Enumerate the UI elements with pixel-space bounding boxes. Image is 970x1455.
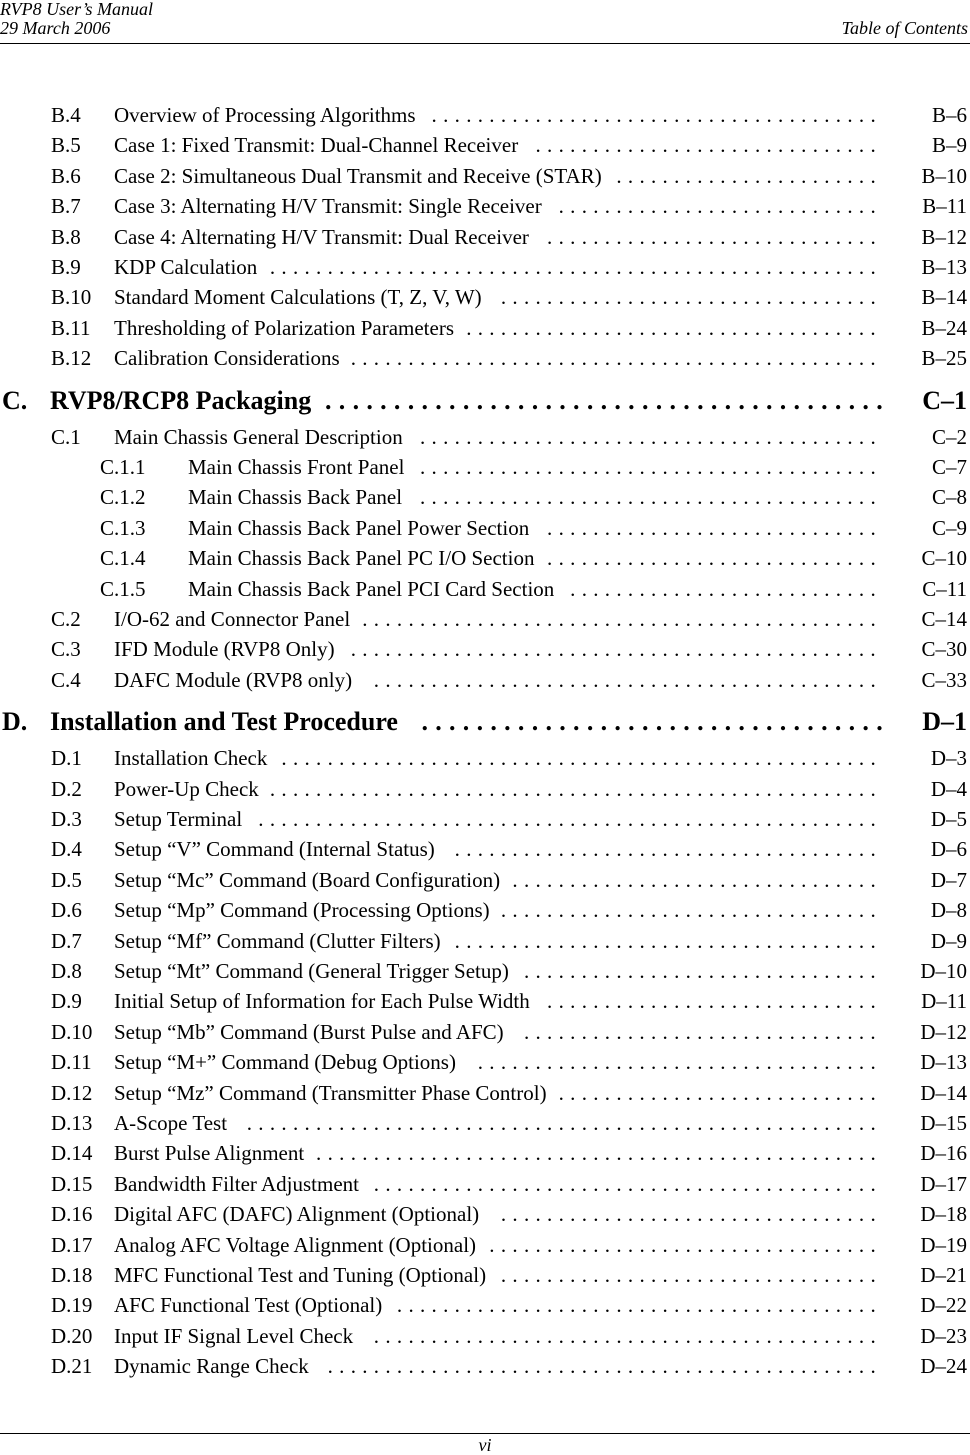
- toc-subsection-entry[interactable]: [0, 513, 970, 543]
- toc-leader-dots: .................................: [500, 898, 882, 923]
- toc-section-entry[interactable]: [0, 665, 970, 695]
- toc-section-entry[interactable]: [0, 926, 970, 956]
- toc-number: C.3: [51, 637, 81, 662]
- toc-leader-dots: ........................................: [420, 485, 882, 510]
- toc-leader-dots: ................................................: [327, 1354, 882, 1379]
- toc-page-number: D–7: [930, 867, 967, 892]
- toc-title: Standard Moment Calculations (T, Z, V, W): [114, 285, 482, 310]
- toc-number: D.12: [51, 1080, 93, 1105]
- toc-page-number: B–25: [921, 346, 967, 371]
- toc-number: D.13: [51, 1111, 93, 1135]
- toc-section-entry[interactable]: [0, 895, 970, 925]
- toc-title: DAFC Module (RVP8 only): [114, 667, 353, 692]
- toc-section-entry[interactable]: [0, 313, 970, 343]
- toc-number: B.8: [51, 224, 81, 249]
- toc-number: C.1.5: [100, 576, 146, 601]
- toc-leader-dots: ....................................: [466, 315, 882, 340]
- toc-section-entry[interactable]: [0, 1108, 970, 1138]
- toc-section-entry[interactable]: [0, 422, 970, 452]
- toc-title: Case 3: Alternating H/V Transmit: Single Receiver: [114, 194, 542, 219]
- toc-page-number: D–11: [921, 989, 967, 1014]
- toc-section-entry[interactable]: [0, 1199, 970, 1229]
- toc-subsection-entry[interactable]: [0, 452, 970, 482]
- toc-leader-dots: ..............................................: [350, 637, 882, 662]
- toc-page-number: B–13: [921, 255, 967, 279]
- toc-section-entry[interactable]: [0, 343, 970, 373]
- toc-leader-dots: ..............................................: [350, 346, 882, 371]
- toc-number: B.6: [51, 163, 81, 188]
- toc-chapter-entry[interactable]: [0, 382, 970, 420]
- toc-subsection-entry[interactable]: [0, 482, 970, 512]
- toc-section-entry[interactable]: [0, 1230, 970, 1260]
- toc-leader-dots: .................................: [500, 1263, 882, 1287]
- toc-title: Calibration Considerations: [114, 346, 340, 371]
- footer-rule: [0, 1433, 970, 1434]
- toc-number: D.14: [51, 1141, 93, 1166]
- toc-leader-dots: .................................: [500, 285, 882, 310]
- toc-number: B.12: [51, 346, 92, 371]
- toc-section-entry[interactable]: [0, 774, 970, 804]
- toc-section-entry[interactable]: [0, 634, 970, 664]
- toc-page-number: C–11: [922, 576, 967, 601]
- toc-page-number: D–4: [930, 776, 967, 801]
- toc-leader-dots: ............................................: [373, 1323, 882, 1348]
- toc-number: B.9: [51, 255, 81, 279]
- toc-section-entry[interactable]: [0, 1138, 970, 1168]
- toc-title: I/O-62 and Connector Panel: [114, 607, 351, 631]
- toc-title: A-Scope Test: [114, 1111, 228, 1135]
- toc-leader-dots: ...................................: [477, 1050, 882, 1075]
- toc-page-number: D–14: [920, 1080, 967, 1105]
- toc-number: D.8: [51, 959, 82, 983]
- toc-title: Bandwidth Filter Adjustment: [114, 1171, 359, 1196]
- toc-leader-dots: ..........................................: [396, 1293, 882, 1318]
- toc-page-number: C–1: [922, 385, 967, 415]
- toc-leader-dots: .............................: [547, 515, 882, 540]
- toc-number: D.5: [51, 867, 82, 892]
- toc-title: Setup “Mz” Command (Transmitter Phase Control): [114, 1080, 547, 1105]
- toc-title: Overview of Processing Algorithms: [114, 103, 416, 127]
- toc-section-entry[interactable]: [0, 986, 970, 1016]
- toc-page-number: C–30: [921, 637, 967, 662]
- toc-section-entry[interactable]: [0, 1321, 970, 1351]
- toc-title: Setup “V” Command (Internal Status): [114, 837, 435, 862]
- toc-title: Setup “M+” Command (Debug Options): [114, 1050, 456, 1075]
- toc-number: D.17: [51, 1232, 93, 1257]
- toc-page-number: D–8: [930, 898, 967, 923]
- toc-title: Digital AFC (DAFC) Alignment (Optional): [114, 1202, 480, 1227]
- toc-leader-dots: ............................................: [373, 667, 882, 692]
- toc-leader-dots: ..................................: [489, 1232, 882, 1257]
- toc-number: D.3: [51, 807, 82, 831]
- toc-title: Case 1: Fixed Transmit: Dual-Channel Receiver: [114, 133, 519, 158]
- toc-leader-dots: .............................: [547, 989, 882, 1014]
- toc-title: Installation Check: [114, 746, 268, 771]
- toc-title: Analog AFC Voltage Alignment (Optional): [114, 1232, 477, 1257]
- page-number: vi: [478, 1435, 492, 1455]
- toc-section-entry[interactable]: [0, 1260, 970, 1290]
- toc-page-number: D–5: [930, 807, 967, 831]
- toc-title: Main Chassis Back Panel PC I/O Section: [188, 546, 535, 571]
- toc-title: MFC Functional Test and Tuning (Optional): [114, 1263, 487, 1287]
- toc-leader-dots: .....................................: [454, 928, 882, 953]
- toc-title: Case 4: Alternating H/V Transmit: Dual Receiver: [114, 224, 529, 249]
- toc-leader-dots: .............................................: [362, 607, 882, 631]
- toc-section-entry[interactable]: [0, 865, 970, 895]
- toc-number: D.6: [51, 898, 82, 923]
- toc-section-entry[interactable]: [0, 604, 970, 634]
- toc-leader-dots: .....................................................: [269, 776, 882, 801]
- toc-number: D.2: [51, 776, 82, 801]
- toc-section-entry[interactable]: [0, 1017, 970, 1047]
- toc-title: Setup “Mc” Command (Board Configuration): [114, 867, 501, 892]
- toc-leader-dots: ........................................: [420, 424, 882, 449]
- toc-title: Main Chassis Back Panel: [188, 485, 403, 510]
- toc-page-number: D–15: [920, 1111, 967, 1135]
- toc-title: RVP8/RCP8 Packaging: [50, 385, 312, 415]
- toc-page-number: C–9: [931, 515, 967, 540]
- toc-number: C.1.1: [100, 455, 146, 479]
- toc-title: Thresholding of Polarization Parameters: [114, 315, 454, 340]
- toc-leader-dots: ..................................: [421, 707, 890, 737]
- toc-number: C.1.4: [100, 546, 146, 571]
- toc-number: D.10: [51, 1019, 93, 1044]
- toc-number: D.21: [51, 1354, 93, 1379]
- toc-page-number: B–12: [921, 224, 967, 249]
- toc-number: C.1.2: [100, 485, 146, 510]
- section-title: Table of Contents: [841, 18, 968, 38]
- toc-leader-dots: .....................................: [454, 837, 882, 862]
- toc-title: Setup “Mf” Command (Clutter Filters): [114, 928, 441, 953]
- toc-section-entry[interactable]: [0, 1078, 970, 1108]
- toc-page-number: D–1: [922, 707, 967, 737]
- toc-title: Input IF Signal Level Check: [114, 1323, 354, 1348]
- toc-number: D.7: [51, 928, 82, 953]
- toc-page-number: C–14: [921, 607, 967, 631]
- toc-page-number: C–10: [921, 546, 967, 571]
- toc-leader-dots: ..............................: [535, 133, 882, 158]
- toc-number: B.11: [51, 315, 91, 340]
- toc-page-number: D–17: [920, 1171, 967, 1196]
- toc-leader-dots: ............................................: [373, 1171, 882, 1196]
- toc-number: D.20: [51, 1323, 93, 1348]
- toc-page-number: D–18: [920, 1202, 967, 1227]
- toc-page-number: C–33: [921, 667, 967, 692]
- toc-leader-dots: ............................: [558, 1080, 882, 1105]
- toc-title: Main Chassis General Description: [114, 424, 403, 449]
- toc-page-number: B–11: [922, 194, 967, 219]
- toc-leader-dots: ...........................: [570, 576, 882, 601]
- toc-section-entry[interactable]: [0, 834, 970, 864]
- toc-title: Setup “Mp” Command (Processing Options): [114, 898, 490, 923]
- toc-title: AFC Functional Test (Optional): [114, 1293, 383, 1318]
- toc-section-entry[interactable]: [0, 100, 970, 130]
- toc-number: D.15: [51, 1171, 93, 1196]
- toc-title: Setup Terminal: [114, 807, 243, 831]
- toc-section-entry[interactable]: [0, 1169, 970, 1199]
- toc-page-number: D–21: [920, 1263, 967, 1287]
- toc-number: C.4: [51, 667, 81, 692]
- toc-section-entry[interactable]: [0, 161, 970, 191]
- toc-leader-dots: ................................: [512, 867, 882, 892]
- toc-title: Burst Pulse Alignment: [114, 1141, 305, 1166]
- toc-title: IFD Module (RVP8 Only): [114, 637, 335, 662]
- toc-page-number: D–23: [920, 1323, 967, 1348]
- toc-page-number: B–9: [931, 133, 967, 158]
- toc-leader-dots: ......................................................: [258, 807, 882, 831]
- toc-title: Initial Setup of Information for Each Pulse Width: [114, 989, 530, 1014]
- toc-leader-dots: .......................: [616, 163, 882, 188]
- toc-number: D.4: [51, 837, 82, 862]
- toc-number: D.19: [51, 1293, 93, 1318]
- toc-number: D.11: [51, 1050, 92, 1075]
- toc-title: Power-Up Check: [114, 776, 259, 801]
- toc-title: KDP Calculation: [114, 255, 258, 279]
- manual-title: RVP8 User’s Manual: [0, 0, 153, 19]
- toc-chapter-entry[interactable]: [0, 703, 970, 741]
- toc-section-entry[interactable]: [0, 956, 970, 986]
- toc-number: C.1: [51, 424, 81, 449]
- toc-number: C.2: [51, 607, 81, 631]
- toc-section-entry[interactable]: [0, 130, 970, 160]
- toc-page-number: D–3: [930, 746, 967, 771]
- toc-page-number: B–24: [921, 315, 967, 340]
- toc-leader-dots: ...............................: [523, 959, 882, 983]
- toc-leader-dots: .....................................................: [269, 255, 882, 279]
- toc-section-entry[interactable]: [0, 1047, 970, 1077]
- toc-number: D.16: [51, 1202, 93, 1227]
- toc-page-number: D–16: [920, 1141, 967, 1166]
- toc-leader-dots: .................................................: [316, 1141, 882, 1166]
- toc-number: B.10: [51, 285, 92, 310]
- manual-date: 29 March 2006: [0, 18, 111, 38]
- toc-section-entry[interactable]: [0, 252, 970, 282]
- toc-page-number: B–10: [921, 163, 967, 188]
- toc-title: Dynamic Range Check: [114, 1354, 309, 1379]
- toc-page-number: B–14: [921, 285, 967, 310]
- toc-title: Installation and Test Procedure: [50, 707, 398, 737]
- toc-page-number: D–6: [930, 837, 967, 862]
- toc-page-number: C–8: [931, 485, 967, 510]
- toc-leader-dots: ............................: [558, 194, 882, 219]
- toc-number: C.1.3: [100, 515, 146, 540]
- toc-section-entry[interactable]: [0, 743, 970, 773]
- toc-section-entry[interactable]: [0, 1351, 970, 1381]
- toc-number: C.: [2, 385, 28, 415]
- toc-number: B.5: [51, 133, 81, 158]
- toc-page-number: D–19: [920, 1232, 967, 1257]
- toc-title: Main Chassis Back Panel PCI Card Section: [188, 576, 555, 601]
- toc-number: D.18: [51, 1263, 93, 1287]
- toc-title: Main Chassis Back Panel Power Section: [188, 515, 530, 540]
- toc-number: B.7: [51, 194, 81, 219]
- toc-page-number: D–12: [920, 1019, 967, 1044]
- toc-leader-dots: ....................................................: [281, 746, 882, 771]
- toc-page-number: C–7: [931, 455, 967, 479]
- toc-section-entry[interactable]: [0, 804, 970, 834]
- toc-leader-dots: .........................................: [325, 385, 890, 415]
- toc-title: Case 2: Simultaneous Dual Transmit and Receive (STAR): [114, 163, 602, 188]
- toc-leader-dots: .......................................: [431, 103, 882, 127]
- toc-leader-dots: .................................: [500, 1202, 882, 1227]
- toc-leader-dots: ........................................: [420, 455, 882, 479]
- toc-number: D.: [2, 707, 28, 737]
- toc-leader-dots: .............................: [547, 224, 882, 249]
- toc-number: D.1: [51, 746, 82, 771]
- toc-section-entry[interactable]: [0, 191, 970, 221]
- toc-title: Main Chassis Front Panel: [188, 455, 405, 479]
- toc-section-entry[interactable]: [0, 222, 970, 252]
- toc-page-number: D–24: [920, 1354, 967, 1379]
- toc-title: Setup “Mt” Command (General Trigger Setup): [114, 959, 509, 983]
- toc-page-number: B–6: [931, 103, 967, 127]
- toc-page-number: C–2: [931, 424, 967, 449]
- toc-section-entry[interactable]: [0, 1290, 970, 1320]
- toc-page-number: D–13: [920, 1050, 967, 1075]
- toc-number: D.9: [51, 989, 82, 1014]
- toc-page-number: D–9: [930, 928, 967, 953]
- toc-leader-dots: .......................................................: [246, 1111, 882, 1135]
- toc-number: B.4: [51, 103, 81, 127]
- toc-leader-dots: ...............................: [523, 1019, 882, 1044]
- toc-subsection-entry[interactable]: [0, 543, 970, 573]
- toc-subsection-entry[interactable]: [0, 574, 970, 604]
- toc-page-number: D–10: [920, 959, 967, 983]
- toc-section-entry[interactable]: [0, 282, 970, 312]
- toc-leader-dots: .............................: [547, 546, 882, 571]
- toc-title: Setup “Mb” Command (Burst Pulse and AFC): [114, 1019, 504, 1044]
- toc-page-number: D–22: [920, 1293, 967, 1318]
